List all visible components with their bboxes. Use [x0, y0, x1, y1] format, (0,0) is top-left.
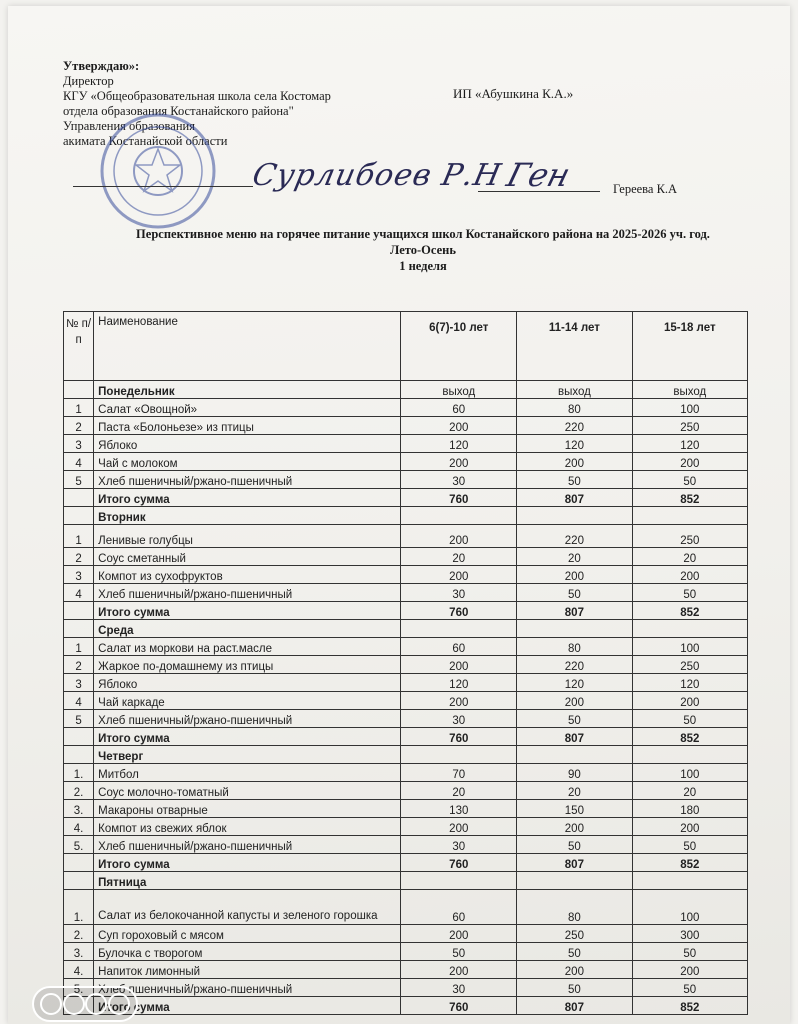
day-row [64, 620, 748, 638]
day-name: Пятница [94, 872, 401, 890]
item-value: 130 [401, 800, 517, 818]
item-value: 200 [401, 417, 517, 435]
item-value: 200 [517, 818, 632, 836]
item-value: 30 [401, 979, 517, 997]
ip-signature: Ген [502, 156, 575, 194]
item-name: Чай с молоком [94, 453, 401, 471]
item-number: 3. [64, 800, 94, 818]
item-value: 80 [517, 399, 632, 417]
item-value: 200 [517, 453, 632, 471]
item-number: 5 [64, 471, 94, 489]
item-value: 200 [401, 961, 517, 979]
item-value: 250 [517, 925, 632, 943]
item-number: 5 [64, 710, 94, 728]
table-row [64, 584, 748, 602]
item-value: 200 [632, 566, 747, 584]
item-number: 2 [64, 417, 94, 435]
out-label [632, 620, 747, 638]
total-value: 807 [517, 854, 632, 872]
day-num-cell [64, 872, 94, 890]
out-label: выход [401, 381, 517, 399]
item-value: 80 [517, 638, 632, 656]
item-value: 50 [517, 710, 632, 728]
table-row [64, 961, 748, 979]
item-value: 50 [632, 471, 747, 489]
total-value: 852 [632, 489, 747, 507]
item-value: 20 [517, 782, 632, 800]
item-value: 90 [517, 764, 632, 782]
item-name: Хлеб пшеничный/ржано-пшеничный [94, 979, 401, 997]
item-name: Ленивые голубцы [94, 525, 401, 548]
item-value: 120 [632, 674, 747, 692]
table-row [64, 979, 748, 997]
item-value: 50 [632, 710, 747, 728]
item-value: 20 [517, 548, 632, 566]
item-value: 100 [632, 638, 747, 656]
item-name: Компот из свежих яблок [94, 818, 401, 836]
item-number: 1 [64, 399, 94, 417]
total-row [64, 854, 748, 872]
item-number: 4 [64, 584, 94, 602]
ring-icon [108, 993, 130, 1015]
out-label [632, 872, 747, 890]
total-row [64, 489, 748, 507]
item-value: 250 [632, 417, 747, 435]
item-value: 200 [401, 818, 517, 836]
item-value: 50 [517, 584, 632, 602]
header-name: Наименование [94, 312, 401, 381]
total-num-cell [64, 854, 94, 872]
ring-icon [40, 993, 62, 1015]
table-row [64, 525, 748, 548]
item-name: Хлеб пшеничный/ржано-пшеничный [94, 471, 401, 489]
title-line-1: Перспективное меню на горячее питание учащихся школ Костанайского района на 2025-2026 уч. год. [136, 227, 710, 241]
out-label [632, 507, 747, 525]
total-num-cell [64, 602, 94, 620]
item-value: 180 [632, 800, 747, 818]
total-value: 852 [632, 997, 747, 1015]
item-name: Хлеб пшеничный/ржано-пшеничный [94, 836, 401, 854]
table-row [64, 710, 748, 728]
header-age-11-14: 11-14 лет [517, 312, 632, 381]
item-value: 50 [632, 584, 747, 602]
item-value: 220 [517, 525, 632, 548]
watermark-logo [32, 986, 138, 1022]
ring-icon [85, 993, 107, 1015]
day-num-cell [64, 381, 94, 399]
title-line-2: Лето-Осень [390, 243, 456, 257]
item-value: 60 [401, 399, 517, 417]
table-row [64, 925, 748, 943]
out-label [401, 507, 517, 525]
item-value: 200 [401, 925, 517, 943]
item-value: 120 [401, 435, 517, 453]
document-title [98, 226, 748, 274]
table-row [64, 417, 748, 435]
item-value: 200 [632, 453, 747, 471]
day-row [64, 507, 748, 525]
day-name: Среда [94, 620, 401, 638]
school-line-1: КГУ «Общеобразовательная школа села Костомар [63, 89, 331, 103]
director-label: Директор [63, 74, 114, 88]
out-label: выход [632, 381, 747, 399]
total-value: 807 [517, 728, 632, 746]
total-label: Итого сумма [94, 489, 401, 507]
total-value: 807 [517, 997, 632, 1015]
director-signature: Сурлибоев Р.Н [249, 158, 505, 193]
item-value: 30 [401, 584, 517, 602]
total-row [64, 602, 748, 620]
item-name: Макароны отварные [94, 800, 401, 818]
item-value: 120 [401, 674, 517, 692]
item-value: 250 [632, 656, 747, 674]
item-number: 4. [64, 818, 94, 836]
item-value: 50 [401, 943, 517, 961]
item-value: 250 [632, 525, 747, 548]
item-value: 220 [517, 656, 632, 674]
item-value: 200 [401, 566, 517, 584]
item-number: 4 [64, 453, 94, 471]
day-row [64, 872, 748, 890]
item-name: Хлеб пшеничный/ржано-пшеничный [94, 584, 401, 602]
header-age-6-10: 6(7)-10 лет [401, 312, 517, 381]
total-num-cell [64, 489, 94, 507]
total-value: 807 [517, 489, 632, 507]
total-num-cell [64, 728, 94, 746]
total-value: 760 [401, 728, 517, 746]
item-name: Салат из белокочанной капусты и зеленого горошка [94, 890, 401, 925]
signature-line-director [73, 186, 253, 187]
gereeva-name: Гереева К.А [613, 182, 678, 196]
item-value: 20 [632, 782, 747, 800]
item-value: 200 [517, 961, 632, 979]
item-name: Хлеб пшеничный/ржано-пшеничный [94, 710, 401, 728]
item-number: 1 [64, 525, 94, 548]
item-value: 300 [632, 925, 747, 943]
table-row [64, 764, 748, 782]
table-row [64, 674, 748, 692]
item-value: 50 [517, 979, 632, 997]
table-row [64, 818, 748, 836]
table-row [64, 471, 748, 489]
item-number: 5. [64, 979, 94, 997]
ring-icon [63, 993, 85, 1015]
out-label [632, 746, 747, 764]
item-name: Яблоко [94, 674, 401, 692]
item-number: 1. [64, 764, 94, 782]
item-value: 70 [401, 764, 517, 782]
out-label [517, 746, 632, 764]
item-value: 200 [401, 453, 517, 471]
item-value: 60 [401, 638, 517, 656]
item-number: 2 [64, 548, 94, 566]
item-name: Салат «Овощной» [94, 399, 401, 417]
total-row [64, 997, 748, 1015]
item-name: Салат из моркови на раст.масле [94, 638, 401, 656]
table-row [64, 638, 748, 656]
table-row [64, 566, 748, 584]
item-value: 20 [401, 548, 517, 566]
signature-line-ip [478, 191, 600, 192]
total-value: 807 [517, 602, 632, 620]
total-value: 852 [632, 602, 747, 620]
day-num-cell [64, 746, 94, 764]
table-row [64, 453, 748, 471]
day-row [64, 746, 748, 764]
total-value: 852 [632, 728, 747, 746]
item-number: 2 [64, 656, 94, 674]
day-num-cell [64, 620, 94, 638]
document-page [8, 6, 790, 1024]
item-value: 200 [401, 692, 517, 710]
table-row [64, 890, 748, 925]
approve-title: Утверждаю»: [63, 59, 140, 73]
item-name: Булочка с творогом [94, 943, 401, 961]
ip-name: ИП «Абушкина К.А.» [453, 86, 574, 101]
item-number: 5. [64, 836, 94, 854]
item-value: 200 [632, 818, 747, 836]
item-value: 100 [632, 399, 747, 417]
item-value: 200 [401, 656, 517, 674]
item-value: 50 [632, 836, 747, 854]
item-name: Компот из сухофруктов [94, 566, 401, 584]
school-line-2: отдела образования Костанайского района" [63, 104, 294, 118]
title-line-3: 1 неделя [399, 259, 447, 273]
item-value: 30 [401, 836, 517, 854]
item-value: 60 [401, 890, 517, 925]
day-name: Четверг [94, 746, 401, 764]
item-number: 4. [64, 961, 94, 979]
item-value: 50 [517, 836, 632, 854]
total-value: 852 [632, 854, 747, 872]
total-value: 760 [401, 489, 517, 507]
item-value: 50 [632, 979, 747, 997]
total-value: 760 [401, 602, 517, 620]
out-label [517, 620, 632, 638]
item-number: 3 [64, 435, 94, 453]
table-row [64, 435, 748, 453]
table-row [64, 800, 748, 818]
table-row [64, 943, 748, 961]
item-value: 200 [632, 692, 747, 710]
total-label: Итого сумма [94, 854, 401, 872]
day-num-cell [64, 507, 94, 525]
item-number: 3 [64, 566, 94, 584]
item-number: 2. [64, 925, 94, 943]
total-label: Итого сумма [94, 728, 401, 746]
item-value: 50 [632, 943, 747, 961]
header-age-15-18: 15-18 лет [632, 312, 747, 381]
out-label [401, 620, 517, 638]
item-value: 120 [517, 435, 632, 453]
item-value: 200 [517, 692, 632, 710]
item-value: 150 [517, 800, 632, 818]
table-row [64, 836, 748, 854]
total-row [64, 728, 748, 746]
item-value: 80 [517, 890, 632, 925]
item-name: Митбол [94, 764, 401, 782]
item-number: 3. [64, 943, 94, 961]
item-value: 50 [517, 943, 632, 961]
menu-table [63, 311, 748, 1015]
school-line-4: акимата Костанайской области [63, 134, 228, 148]
item-name: Напиток лимонный [94, 961, 401, 979]
item-number: 3 [64, 674, 94, 692]
item-name: Чай каркаде [94, 692, 401, 710]
item-number: 2. [64, 782, 94, 800]
table-row [64, 656, 748, 674]
table-row [64, 692, 748, 710]
item-number: 1 [64, 638, 94, 656]
day-row [64, 381, 748, 399]
out-label [517, 507, 632, 525]
item-value: 30 [401, 471, 517, 489]
item-name: Паста «Болоньезе» из птицы [94, 417, 401, 435]
day-name: Вторник [94, 507, 401, 525]
out-label [401, 746, 517, 764]
item-number: 4 [64, 692, 94, 710]
table-header-row [64, 312, 748, 381]
item-value: 120 [632, 435, 747, 453]
item-value: 20 [632, 548, 747, 566]
item-name: Жаркое по-домашнему из птицы [94, 656, 401, 674]
table-row [64, 399, 748, 417]
out-label [517, 872, 632, 890]
item-value: 200 [632, 961, 747, 979]
official-stamp [98, 111, 218, 231]
item-name: Яблоко [94, 435, 401, 453]
total-value: 760 [401, 997, 517, 1015]
item-value: 200 [401, 525, 517, 548]
header-num: № п/п [64, 312, 94, 381]
out-label [401, 872, 517, 890]
item-name: Соус молочно-томатный [94, 782, 401, 800]
item-name: Суп гороховый с мясом [94, 925, 401, 943]
item-value: 200 [517, 566, 632, 584]
item-value: 220 [517, 417, 632, 435]
item-value: 100 [632, 890, 747, 925]
day-name: Понедельник [94, 381, 401, 399]
item-number: 1. [64, 890, 94, 925]
item-value: 30 [401, 710, 517, 728]
table-row [64, 548, 748, 566]
total-label: Итого сумма [94, 602, 401, 620]
item-value: 50 [517, 471, 632, 489]
item-value: 120 [517, 674, 632, 692]
total-label: Итого сумма [94, 997, 401, 1015]
school-line-3: Управления образования [63, 119, 195, 133]
out-label: выход [517, 381, 632, 399]
item-value: 20 [401, 782, 517, 800]
item-value: 100 [632, 764, 747, 782]
table-row [64, 782, 748, 800]
total-value: 760 [401, 854, 517, 872]
item-name: Соус сметанный [94, 548, 401, 566]
